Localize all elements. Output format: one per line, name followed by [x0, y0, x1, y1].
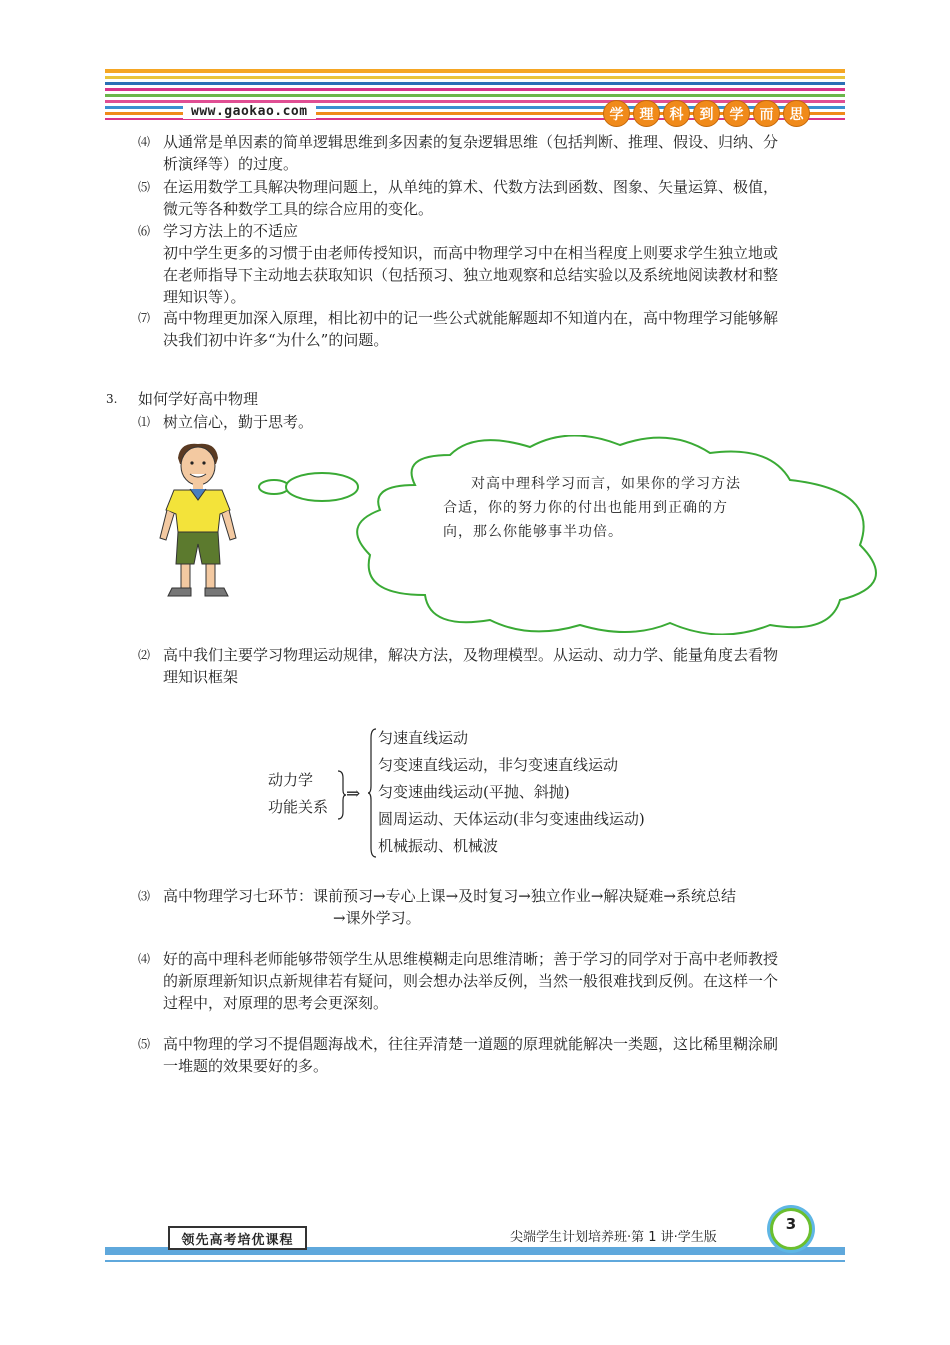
framework-right: [378, 725, 645, 860]
arrow-icon: →: [445, 887, 459, 905]
site-url: www.gaokao.com: [183, 104, 316, 119]
footer-series-label: 尖端学生计划培养班·第 1 讲·学生版: [510, 1230, 717, 1245]
item-number: ⑵: [138, 648, 151, 662]
seven-steps: [163, 885, 736, 907]
framework-right-item: 机械振动、机械波: [378, 837, 499, 855]
arrow-icon: →: [518, 887, 531, 905]
bubble-text: [443, 472, 763, 544]
step: 课外学习。: [345, 909, 421, 927]
steps-prefix: 高中物理学习七环节：: [163, 887, 314, 905]
arrow-icon: →: [663, 887, 676, 905]
paragraph-line: 高中我们主要学习物理运动规律，解决方法，及物理模型。从运动、动力学、能量角度去看物: [163, 646, 779, 664]
step: 解决疑难: [603, 887, 664, 905]
paragraph-line: 理知识框架: [163, 668, 239, 686]
paragraph-line: 决我们初中许多“为什么”的问题。: [163, 331, 389, 349]
paragraph-line: 好的高中理科老师能够带领学生从思维模糊走向思维清晰；善于学习的同学对于高中老师教授: [163, 950, 779, 968]
framework-left: [268, 767, 328, 821]
framework-right-item: 圆周运动、天体运动(非匀变速曲线运动): [378, 810, 645, 828]
paragraph-line: 学习方法上的不适应: [163, 222, 299, 240]
arrow-icon: →: [590, 887, 604, 905]
slogan-char: 学: [723, 100, 750, 127]
item-number: ⑴: [138, 415, 151, 429]
item-number: ⑹: [138, 224, 151, 238]
page-number: 3: [770, 1208, 812, 1250]
item-number: ⑸: [138, 1037, 151, 1051]
item-number: ⑺: [138, 311, 151, 325]
footer-course-label: 领先高考培优课程: [168, 1226, 307, 1250]
header-slogan: [603, 100, 810, 127]
paragraph-line: 在运用数学工具解决物理问题上，从单纯的算术、代数方法到函数、图象、矢量运算、极值，: [163, 178, 779, 196]
step: 专心上课: [385, 887, 446, 905]
paragraph-line: 高中物理更加深入原理，相比初中的记一些公式就能解题却不知道内在，高中物理学习能够解: [163, 309, 779, 327]
step: 及时复习: [458, 887, 519, 905]
slogan-char: 理: [633, 100, 660, 127]
framework-right-item: 匀变速直线运动，非匀变速直线运动: [378, 756, 619, 774]
step: 独立作业: [530, 887, 591, 905]
paragraph-line: 初中学生更多的习惯于由老师传授知识，而高中物理学习中在相当程度上则要求学生独立地或: [163, 244, 779, 262]
arrow-icon: →: [373, 887, 386, 905]
student-illustration: [150, 440, 245, 605]
seven-steps-last: [333, 907, 421, 929]
paragraph-line: 析演绎等）的过度。: [163, 155, 299, 173]
footer-line: [105, 1260, 845, 1262]
slogan-char: 而: [753, 100, 780, 127]
paragraph-line: 从通常是单因素的简单逻辑思维到多因素的复杂逻辑思维（包括判断、推理、假设、归纳、分: [163, 133, 779, 151]
paragraph-line: 高中物理的学习不提倡题海战术，往往弄清楚一道题的原理就能解决一类题，这比稀里糊涂刷: [163, 1035, 779, 1053]
paragraph-line: 的新原理新知识点新规律若有疑问，则会想办法举反例，当然一般很难找到反例。在这样一个: [163, 972, 779, 990]
section-title: 如何学好高中物理: [138, 390, 259, 408]
bubble-line: 合适，你的努力你的付出也能用到正确的方: [443, 500, 728, 516]
slogan-char: 科: [663, 100, 690, 127]
item-number: ⑸: [138, 180, 151, 194]
framework-left-item: 动力学: [268, 771, 314, 789]
arrow-icon: →: [333, 909, 346, 927]
bubble-line: 向，那么你能够事半功倍。: [443, 524, 623, 540]
paragraph-line: 树立信心，勤于思考。: [163, 413, 314, 431]
paragraph-line: 理知识等）。: [163, 288, 246, 306]
left-brace-icon: [367, 728, 377, 858]
slogan-char: 思: [783, 100, 810, 127]
paragraph-line: 过程中，对原理的思考会更深刻。: [163, 994, 389, 1012]
framework-left-item: 功能关系: [268, 798, 329, 816]
bubble-line: 对高中理科学习而言，如果你的学习方法: [471, 476, 741, 492]
implication-arrow: ⇒: [346, 784, 361, 804]
paragraph-line: 在老师指导下主动地去获取知识（包括预习、独立地观察和总结实验以及系统地阅读教材和整: [163, 266, 779, 284]
slogan-char: 学: [603, 100, 630, 127]
slogan-char: 到: [693, 100, 720, 127]
framework-right-item: 匀变速曲线运动(平抛、斜抛): [378, 783, 570, 801]
framework-right-item: 匀速直线运动: [378, 729, 469, 747]
paragraph-line: 一堆题的效果要好的多。: [163, 1057, 329, 1075]
step: 课前预习: [313, 887, 374, 905]
item-number: ⑶: [138, 889, 151, 903]
item-number: ⑷: [138, 135, 151, 149]
item-number: ⑷: [138, 952, 151, 966]
section-number: 3.: [106, 392, 118, 406]
step: 系统总结: [675, 887, 736, 905]
paragraph-line: 微元等各种数学工具的综合应用的变化。: [163, 200, 434, 218]
